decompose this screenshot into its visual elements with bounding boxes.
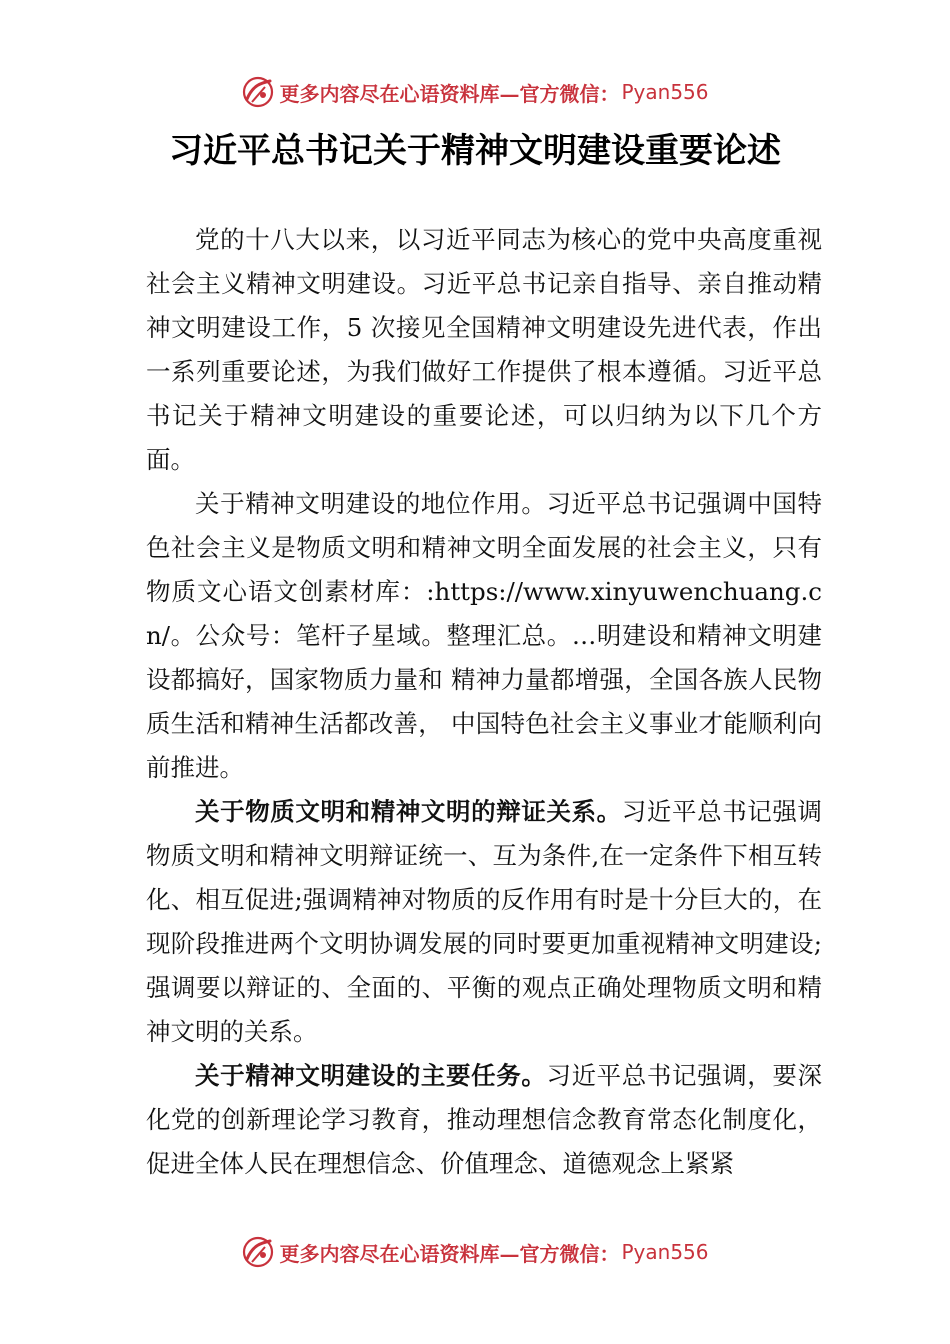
banner-text: 更多内容尽在心语资料库—官方微信： xyxy=(279,81,620,106)
footer-watermark-banner xyxy=(0,1232,950,1272)
banner-wechat-id: Pyan556 xyxy=(621,80,709,104)
paragraph-text: 习近平总书记强调，要深化党的创新理论学习教育，推动理想信念教育常态化制度化，促进全体人民在理想信念、价值理念、道德观念上紧紧 xyxy=(146,1061,823,1178)
banner-text: 更多内容尽在心语资料库—官方微信： xyxy=(279,1241,620,1266)
brand-logo-icon xyxy=(241,1235,275,1269)
paragraph-lead: 关于精神文明建设的主要任务。 xyxy=(195,1061,547,1090)
paragraph-lead: 关于物质文明和精神文明的辩证关系。 xyxy=(195,797,622,826)
paragraph-text: 习近平总书记强调物质文明和精神文明辩证统一、互为条件,在一定条件下相互转化、相互促进;强调精神对物质的反作用有时是十分巨大的，在现阶段推进两个文明协调发展的同时要更加重视精神文明建设;强调要以辩证的、全面的、平衡的观点正确处理物质文明和精神文明的关系。 xyxy=(146,797,823,1046)
document-title: 习近平总书记关于精神文明建设重要论述 xyxy=(169,131,781,171)
paragraph-text: 党的十八大以来，以习近平同志为核心的党中央高度重视社会主义精神文明建设。习近平总书记亲自指导、亲自推动精神文明建设工作，5 次接见全国精神文明建设先进代表，作出一系列重要论述，为我们做好工作提供了根本遵循。习近平总书记关于精神文明建设的重要论述，可以归纳为以下几个方面。 xyxy=(146,225,822,474)
paragraph-text: 关于精神文明建设的地位作用。习近平总书记强调中国特色社会主义是物质文明和精神文明全面发展的社会主义，只有物质文心语文创素材库：:https://www.xinyuwenchuang.cn/。公众号：笔杆子星域。整理汇总。…明建设和精神文明建设都搞好，国家物质力量和 精神力量都增强，全国各族人民物质生活和精神生活都改善， 中国特色社会主义事业才能顺利向前推进。 xyxy=(146,489,822,782)
paragraph-1 xyxy=(146,218,822,482)
brand-logo-icon xyxy=(241,75,275,109)
paragraph-4 xyxy=(146,1054,822,1186)
paragraph-2 xyxy=(146,482,822,790)
document-body xyxy=(146,218,822,1186)
header-watermark-banner xyxy=(0,72,950,112)
banner-wechat-id: Pyan556 xyxy=(621,1240,709,1264)
paragraph-3 xyxy=(146,790,822,1054)
